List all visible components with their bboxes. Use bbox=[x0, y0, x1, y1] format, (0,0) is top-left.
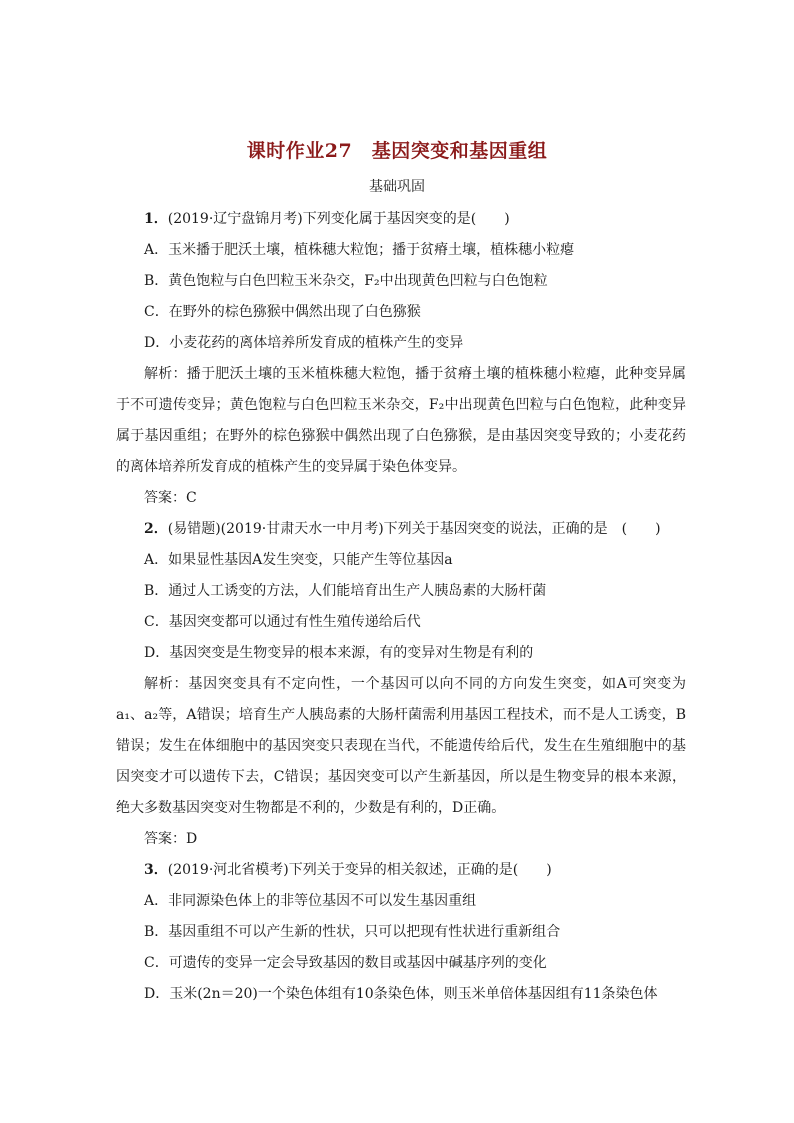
option-d: D．基因突变是生物变异的根本来源，有的变异对生物是有利的 bbox=[144, 645, 534, 661]
option-d: D．玉米(2n＝20)一个染色体组有10条染色体，则玉米单倍体基因组有11条染色体 bbox=[144, 986, 658, 1002]
option-a: A．如果显性基因A发生突变，只能产生等位基因a bbox=[144, 552, 453, 568]
option-b: B．通过人工诱变的方法，人们能培育出生产人胰岛素的大肠杆菌 bbox=[144, 583, 547, 599]
answer-line: 答案：C bbox=[144, 490, 197, 506]
option-a: A．玉米播于肥沃土壤，植株穗大粒饱；播于贫瘠土壤，植株穗小粒瘪 bbox=[144, 242, 575, 258]
question-number: 2． bbox=[144, 521, 168, 537]
option-c: C．在野外的棕色猕猴中偶然出现了白色猕猴 bbox=[144, 304, 421, 320]
question-stem bbox=[116, 855, 686, 886]
document-title: 课时作业27 基因突变和基因重组 bbox=[246, 140, 548, 162]
option-c: C．基因突变都可以通过有性生殖传递给后代 bbox=[144, 614, 421, 630]
section-subtitle: 基础巩固 bbox=[369, 179, 425, 195]
question-stem bbox=[116, 514, 686, 545]
answer-line: 答案：D bbox=[144, 831, 198, 847]
option-b: B．基因重组不可以产生新的性状，只可以把现有性状进行重新组合 bbox=[144, 924, 561, 940]
question-text: (易错题)(2019·甘肃天水一中月考)下列关于基因突变的说法，正确的是 ( ) bbox=[167, 521, 661, 537]
question-text: (2019·河北省模考)下列关于变异的相关叙述，正确的是( ) bbox=[167, 862, 552, 878]
analysis-paragraph: 解析：播于肥沃土壤的玉米植株穗大粒饱，播于贫瘠土壤的植株穗小粒瘪，此种变异属于不可遗传变异；黄色饱粒与白色凹粒玉米杂交，F₂中出现黄色凹粒与白色饱粒，此种变异属于基因重组；在野外的棕色猕猴中偶然出现了白色猕猴，是由基因突变导致的；小麦花药的离体培养所发育成的植株产生的变异属于染色体变异。 bbox=[116, 366, 686, 475]
question-text: (2019·辽宁盘锦月考)下列变化属于基因突变的是( ) bbox=[167, 211, 510, 227]
question-stem bbox=[116, 204, 686, 235]
option-c: C．可遗传的变异一定会导致基因的数目或基因中碱基序列的变化 bbox=[144, 955, 547, 971]
analysis-paragraph: 解析：基因突变具有不定向性，一个基因可以向不同的方向发生突变，如A可突变为a₁、a₂等，A错误；培育生产人胰岛素的大肠杆菌需利用基因工程技术，而不是人工诱变，B错误；发生在体细胞中的基因突变只表现在当代，不能遗传给后代，发生在生殖细胞中的基因突变才可以遗传下去，C错误；基因突变可以产生新基因，所以是生物变异的根本来源，绝大多数基因突变对生物都是不利的，少数是有利的，D正确。 bbox=[116, 676, 686, 816]
option-b: B．黄色饱粒与白色凹粒玉米杂交，F₂中出现黄色凹粒与白色饱粒 bbox=[144, 273, 548, 289]
option-d: D．小麦花药的离体培养所发育成的植株产生的变异 bbox=[144, 335, 464, 351]
document-body bbox=[116, 204, 686, 1010]
option-a: A．非同源染色体上的非等位基因不可以发生基因重组 bbox=[144, 893, 477, 909]
question-number: 1． bbox=[144, 211, 168, 227]
question-number: 3． bbox=[144, 862, 168, 878]
